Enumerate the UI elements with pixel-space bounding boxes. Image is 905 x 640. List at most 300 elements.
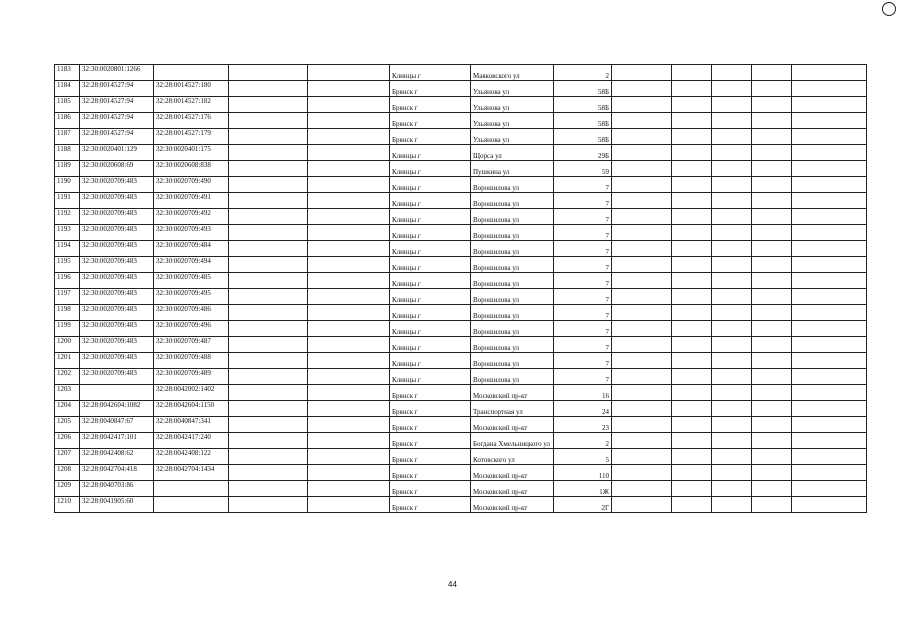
blank-cell [672,433,712,449]
blank-cell [792,385,867,401]
house-number-cell: 24 [554,401,612,417]
blank-cell [229,385,308,401]
blank-cell [792,65,867,81]
object-cadastral-number-cell: 32:30:0020709:487 [154,337,229,353]
row-number-cell: 1206 [55,433,80,449]
blank-cell [792,417,867,433]
blank-cell [672,337,712,353]
city-cell: Брянск г [390,129,471,145]
parcel-cadastral-number-cell: 32:30:0020709:483 [80,337,154,353]
blank-cell [712,401,752,417]
blank-cell [792,257,867,273]
blank-cell [308,321,390,337]
blank-cell [229,353,308,369]
blank-cell [752,353,792,369]
blank-cell [672,161,712,177]
parcel-cadastral-number-cell: 32:30:0020709:483 [80,305,154,321]
object-cadastral-number-cell: 32:30:0020709:489 [154,369,229,385]
street-cell: Ворошилова ул [471,257,554,273]
blank-cell [672,97,712,113]
street-cell: Ворошилова ул [471,369,554,385]
blank-cell [792,177,867,193]
street-cell: Московский пр-кт [471,465,554,481]
blank-cell [612,465,672,481]
blank-cell [752,289,792,305]
row-number-cell: 1183 [55,65,80,81]
street-cell: Ульянова ул [471,81,554,97]
parcel-cadastral-number-cell: 32:30:0020608:69 [80,161,154,177]
blank-cell [308,193,390,209]
parcel-cadastral-number-cell: 32:30:0020709:483 [80,209,154,225]
blank-cell [712,161,752,177]
blank-cell [229,497,308,513]
blank-cell [712,225,752,241]
blank-cell [712,305,752,321]
blank-cell [308,65,390,81]
table-row [55,145,867,161]
street-cell: Московский пр-кт [471,497,554,513]
object-cadastral-number-cell: 32:30:0020709:496 [154,321,229,337]
blank-cell [612,145,672,161]
table-row [55,241,867,257]
city-cell: Клинцы г [390,161,471,177]
table-row [55,273,867,289]
city-cell: Брянск г [390,433,471,449]
blank-cell [712,97,752,113]
street-cell: Щорса ул [471,145,554,161]
city-cell: Брянск г [390,481,471,497]
blank-cell [792,497,867,513]
street-cell: Котовского ул [471,449,554,465]
object-cadastral-number-cell: 32:30:0020709:495 [154,289,229,305]
house-number-cell: 110 [554,465,612,481]
blank-cell [308,305,390,321]
city-cell: Брянск г [390,465,471,481]
street-cell: Московский пр-кт [471,481,554,497]
blank-cell [712,417,752,433]
blank-cell [612,241,672,257]
street-cell: Ульянова ул [471,113,554,129]
blank-cell [752,305,792,321]
city-cell: Клинцы г [390,145,471,161]
parcel-cadastral-number-cell: 32:28:0014527:94 [80,81,154,97]
house-number-cell: 7 [554,289,612,305]
table-row [55,209,867,225]
row-number-cell: 1185 [55,97,80,113]
blank-cell [712,369,752,385]
table-row [55,497,867,513]
blank-cell [792,433,867,449]
parcel-cadastral-number-cell: 32:28:0014527:94 [80,129,154,145]
blank-cell [308,145,390,161]
blank-cell [229,257,308,273]
blank-cell [229,433,308,449]
blank-cell [308,81,390,97]
page-corner-mark [882,2,896,16]
blank-cell [752,193,792,209]
table-row [55,97,867,113]
blank-cell [308,161,390,177]
blank-cell [229,145,308,161]
object-cadastral-number-cell: 32:30:0020709:493 [154,225,229,241]
parcel-cadastral-number-cell: 32:30:0020709:483 [80,193,154,209]
blank-cell [229,209,308,225]
table-row [55,385,867,401]
street-cell: Ульянова ул [471,129,554,145]
table-row [55,257,867,273]
blank-cell [712,481,752,497]
table-row [55,321,867,337]
row-number-cell: 1193 [55,225,80,241]
blank-cell [308,129,390,145]
table-row [55,65,867,81]
table-row [55,401,867,417]
blank-cell [672,289,712,305]
blank-cell [712,385,752,401]
table-row [55,289,867,305]
object-cadastral-number-cell: 32:30:0020709:484 [154,241,229,257]
parcel-cadastral-number-cell: 32:30:0020401:129 [80,145,154,161]
object-cadastral-number-cell [154,481,229,497]
row-number-cell: 1204 [55,401,80,417]
blank-cell [712,193,752,209]
object-cadastral-number-cell: 32:28:0042408:122 [154,449,229,465]
blank-cell [792,353,867,369]
row-number-cell: 1190 [55,177,80,193]
blank-cell [672,449,712,465]
blank-cell [712,129,752,145]
table-row [55,417,867,433]
blank-cell [712,257,752,273]
blank-cell [792,481,867,497]
parcel-cadastral-number-cell: 32:30:0020709:483 [80,177,154,193]
blank-cell [672,209,712,225]
table-row [55,337,867,353]
blank-cell [712,113,752,129]
street-cell: Ворошилова ул [471,289,554,305]
blank-cell [612,385,672,401]
parcel-cadastral-number-cell: 32:30:0020801:1266 [80,65,154,81]
blank-cell [308,433,390,449]
table-row [55,465,867,481]
row-number-cell: 1194 [55,241,80,257]
object-cadastral-number-cell [154,497,229,513]
blank-cell [792,113,867,129]
city-cell: Клинцы г [390,241,471,257]
blank-cell [712,273,752,289]
blank-cell [792,97,867,113]
house-number-cell: 1Ж [554,481,612,497]
city-cell: Клинцы г [390,305,471,321]
parcel-cadastral-number-cell: 32:30:0020709:483 [80,241,154,257]
house-number-cell: 7 [554,369,612,385]
blank-cell [612,289,672,305]
blank-cell [612,273,672,289]
row-number-cell: 1209 [55,481,80,497]
blank-cell [672,257,712,273]
blank-cell [672,369,712,385]
blank-cell [712,353,752,369]
blank-cell [308,177,390,193]
blank-cell [792,337,867,353]
blank-cell [672,353,712,369]
city-cell: Клинцы г [390,353,471,369]
blank-cell [612,65,672,81]
object-cadastral-number-cell: 32:28:0042704:1434 [154,465,229,481]
table-row [55,161,867,177]
blank-cell [229,465,308,481]
blank-cell [612,497,672,513]
blank-cell [308,241,390,257]
street-cell: Московский пр-кт [471,417,554,433]
blank-cell [308,209,390,225]
object-cadastral-number-cell: 32:30:0020709:486 [154,305,229,321]
city-cell: Клинцы г [390,193,471,209]
object-cadastral-number-cell: 32:28:0042417:240 [154,433,229,449]
blank-cell [752,497,792,513]
parcel-cadastral-number-cell: 32:30:0020709:483 [80,353,154,369]
city-cell: Клинцы г [390,225,471,241]
row-number-cell: 1210 [55,497,80,513]
blank-cell [612,433,672,449]
blank-cell [792,193,867,209]
city-cell: Брянск г [390,497,471,513]
street-cell: Ворошилова ул [471,193,554,209]
blank-cell [672,193,712,209]
blank-cell [672,497,712,513]
row-number-cell: 1195 [55,257,80,273]
blank-cell [752,369,792,385]
blank-cell [712,81,752,97]
blank-cell [752,481,792,497]
object-cadastral-number-cell: 32:30:0020709:488 [154,353,229,369]
parcel-cadastral-number-cell: 32:28:0040847:67 [80,417,154,433]
house-number-cell: 58Б [554,129,612,145]
street-cell: Пушкина ул [471,161,554,177]
blank-cell [712,209,752,225]
blank-cell [672,417,712,433]
table-row [55,113,867,129]
city-cell: Клинцы г [390,257,471,273]
blank-cell [792,129,867,145]
blank-cell [792,369,867,385]
blank-cell [612,401,672,417]
row-number-cell: 1188 [55,145,80,161]
row-number-cell: 1199 [55,321,80,337]
blank-cell [229,225,308,241]
row-number-cell: 1200 [55,337,80,353]
table-row [55,305,867,321]
blank-cell [712,241,752,257]
blank-cell [672,225,712,241]
blank-cell [792,273,867,289]
blank-cell [229,113,308,129]
house-number-cell: 7 [554,209,612,225]
blank-cell [229,321,308,337]
city-cell: Брянск г [390,449,471,465]
parcel-cadastral-number-cell: 32:30:0020709:483 [80,225,154,241]
blank-cell [229,81,308,97]
blank-cell [612,129,672,145]
blank-cell [612,161,672,177]
table-row [55,481,867,497]
blank-cell [712,65,752,81]
table-row [55,433,867,449]
street-cell: Ворошилова ул [471,273,554,289]
blank-cell [612,193,672,209]
parcel-cadastral-number-cell: 32:28:0042417:101 [80,433,154,449]
blank-cell [712,321,752,337]
blank-cell [308,225,390,241]
object-cadastral-number-cell: 32:28:0014527:176 [154,113,229,129]
blank-cell [752,273,792,289]
blank-cell [672,481,712,497]
city-cell: Брянск г [390,97,471,113]
house-number-cell: 2Г [554,497,612,513]
blank-cell [308,113,390,129]
parcel-cadastral-number-cell: 32:30:0020709:483 [80,257,154,273]
street-cell: Ульянова ул [471,97,554,113]
house-number-cell: 7 [554,305,612,321]
street-cell: Ворошилова ул [471,177,554,193]
object-cadastral-number-cell: 32:30:0020709:491 [154,193,229,209]
blank-cell [752,385,792,401]
blank-cell [672,177,712,193]
row-number-cell: 1187 [55,129,80,145]
city-cell: Клинцы г [390,65,471,81]
row-number-cell: 1184 [55,81,80,97]
blank-cell [792,209,867,225]
blank-cell [612,225,672,241]
blank-cell [712,449,752,465]
row-number-cell: 1205 [55,417,80,433]
house-number-cell: 23 [554,417,612,433]
blank-cell [229,305,308,321]
street-cell: Ворошилова ул [471,305,554,321]
object-cadastral-number-cell: 32:28:0014527:179 [154,129,229,145]
blank-cell [308,497,390,513]
blank-cell [612,257,672,273]
house-number-cell: 58Б [554,97,612,113]
blank-cell [612,113,672,129]
blank-cell [229,193,308,209]
house-number-cell: 7 [554,337,612,353]
blank-cell [308,449,390,465]
blank-cell [752,209,792,225]
street-cell: Маяковского ул [471,65,554,81]
street-cell: Ворошилова ул [471,353,554,369]
blank-cell [792,289,867,305]
house-number-cell: 7 [554,177,612,193]
blank-cell [308,273,390,289]
blank-cell [792,225,867,241]
blank-cell [792,81,867,97]
house-number-cell: 16 [554,385,612,401]
city-cell: Брянск г [390,417,471,433]
city-cell: Клинцы г [390,209,471,225]
row-number-cell: 1197 [55,289,80,305]
blank-cell [612,321,672,337]
blank-cell [712,497,752,513]
row-number-cell: 1191 [55,193,80,209]
row-number-cell: 1201 [55,353,80,369]
blank-cell [712,177,752,193]
blank-cell [672,145,712,161]
object-cadastral-number-cell: 32:28:0040847:341 [154,417,229,433]
blank-cell [612,353,672,369]
blank-cell [612,81,672,97]
house-number-cell: 7 [554,241,612,257]
blank-cell [612,177,672,193]
house-number-cell: 59 [554,161,612,177]
blank-cell [229,161,308,177]
house-number-cell: 58Б [554,81,612,97]
blank-cell [672,321,712,337]
blank-cell [229,241,308,257]
row-number-cell: 1189 [55,161,80,177]
blank-cell [229,449,308,465]
blank-cell [229,369,308,385]
parcel-cadastral-number-cell: 32:28:0040703:86 [80,481,154,497]
blank-cell [752,257,792,273]
object-cadastral-number-cell: 32:28:0014527:182 [154,97,229,113]
house-number-cell: 7 [554,225,612,241]
row-number-cell: 1196 [55,273,80,289]
city-cell: Клинцы г [390,273,471,289]
blank-cell [308,369,390,385]
blank-cell [308,257,390,273]
blank-cell [752,449,792,465]
table-row [55,369,867,385]
blank-cell [672,65,712,81]
table-row [55,193,867,209]
blank-cell [672,81,712,97]
blank-cell [752,81,792,97]
parcel-cadastral-number-cell: 32:28:0042408:62 [80,449,154,465]
blank-cell [752,225,792,241]
blank-cell [752,113,792,129]
city-cell: Брянск г [390,385,471,401]
city-cell: Клинцы г [390,337,471,353]
blank-cell [792,161,867,177]
blank-cell [229,129,308,145]
street-cell: Ворошилова ул [471,321,554,337]
blank-cell [752,433,792,449]
blank-cell [672,465,712,481]
object-cadastral-number-cell: 32:28:0014527:180 [154,81,229,97]
blank-cell [792,449,867,465]
blank-cell [612,369,672,385]
blank-cell [229,177,308,193]
street-cell: Ворошилова ул [471,337,554,353]
parcel-cadastral-number-cell: 32:28:0042604:1082 [80,401,154,417]
street-cell: Богдана Хмельницкого ул [471,433,554,449]
blank-cell [612,337,672,353]
city-cell: Брянск г [390,81,471,97]
blank-cell [612,449,672,465]
blank-cell [308,353,390,369]
object-cadastral-number-cell: 32:30:0020401:175 [154,145,229,161]
row-number-cell: 1202 [55,369,80,385]
blank-cell [752,241,792,257]
blank-cell [792,321,867,337]
row-number-cell: 1186 [55,113,80,129]
blank-cell [792,145,867,161]
blank-cell [229,417,308,433]
house-number-cell: 7 [554,193,612,209]
blank-cell [672,385,712,401]
object-cadastral-number-cell: 32:28:0042604:1150 [154,401,229,417]
